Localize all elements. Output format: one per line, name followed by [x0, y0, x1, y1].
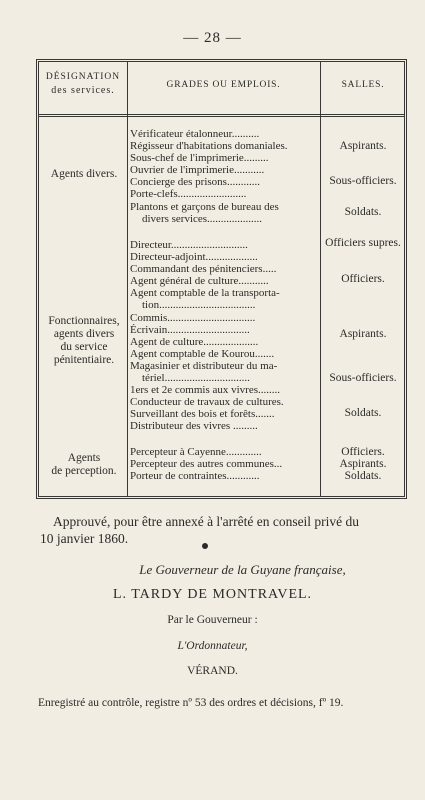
salle-item: Aspirants.: [339, 458, 387, 470]
approval-statement: [40, 513, 413, 547]
group-name-line: agents divers: [53, 328, 115, 340]
grade-item: Percepteur à Cayenne.............: [130, 446, 262, 458]
group-name-line: Fonctionnaires,: [48, 315, 120, 327]
group-name-line: du service: [60, 341, 108, 353]
grade-item: Écrivain..............................: [130, 323, 250, 336]
grade-item: Commis................................: [130, 311, 256, 324]
page-number: — 28 —: [183, 30, 242, 46]
grade-item: Vérificateur étalonneur..........: [130, 128, 260, 140]
column-divider: [127, 62, 128, 496]
bullet-dot: [202, 543, 208, 549]
group-name-line: de perception.: [51, 465, 117, 477]
salle-item: Officiers.: [341, 273, 385, 285]
ordonnateur-title: L'Ordonnateur,: [177, 640, 248, 652]
gouverneur-name: L. TARDY DE MONTRAVEL.: [112, 587, 313, 602]
grade-item: Ouvrier de l'imprimerie...........: [130, 164, 265, 177]
grade-item: Conducteur de travaux de cultures.: [130, 396, 284, 409]
group-name-line: Agents: [67, 452, 101, 464]
gouverneur-title: Le Gouverneur de la Guyane française,: [139, 562, 346, 577]
grade-item: Porte-clefs.........................: [130, 188, 247, 201]
salle-item: Soldats.: [344, 407, 382, 419]
header-designation-line2: des services.: [51, 85, 115, 96]
group-name: [41, 452, 127, 478]
header-designation: [41, 70, 125, 98]
par-le-gouverneur: Par le Gouverneur :: [167, 614, 258, 626]
salle-item: Aspirants.: [339, 328, 387, 340]
grade-item: Porteur de contraintes............: [130, 470, 260, 483]
grade-item: 1ers et 2e commis aux vivres........: [130, 384, 280, 397]
registration-note: Enregistré au contrôle, registre nº 53 des ordres et décisions, fº 19.: [38, 697, 344, 709]
grade-item: Plantons et garçons de bureau des: [130, 200, 279, 213]
grade-item: Commandant des pénitenciers.....: [130, 263, 277, 276]
column-divider: [320, 62, 321, 496]
grades-list: [130, 239, 318, 433]
salle-item: Sous-officiers.: [329, 372, 397, 384]
grade-item: divers services....................: [142, 212, 263, 225]
grade-item: Magasinier et distributeur du ma-: [130, 359, 278, 372]
group-name: [41, 168, 127, 181]
grades-list: [130, 446, 318, 482]
table-header: [39, 62, 404, 117]
ordonnateur-name: VÉRAND.: [187, 665, 238, 677]
grade-item: tion...................................: [142, 299, 256, 312]
salle-item: Soldats.: [344, 470, 382, 482]
group-name-line: Agents divers.: [50, 168, 118, 180]
salle-item: Soldats.: [344, 206, 382, 218]
header-salles: SALLES.: [341, 80, 385, 90]
services-table: [36, 59, 407, 499]
salle-item: Sous-officiers.: [329, 175, 397, 187]
grade-item: Agent comptable de la transporta-: [130, 287, 280, 300]
grade-item: Percepteur des autres communes...: [130, 458, 283, 471]
grade-item: Directeur-adjoint...................: [130, 251, 258, 264]
grade-item: Agent général de culture...........: [130, 275, 269, 288]
header-designation-line1: DÉSIGNATION: [45, 72, 121, 82]
grade-item: Agent de culture....................: [130, 335, 259, 348]
grade-item: Agent comptable de Kourou.......: [130, 347, 275, 360]
header-grades: GRADES OU EMPLOIS.: [166, 80, 281, 90]
approval-date: 10 janvier 1860.: [40, 531, 129, 546]
grade-item: Distributeur des vivres .........: [130, 420, 258, 433]
grade-item: Sous-chef de l'imprimerie.........: [130, 152, 269, 165]
grade-item: Directeur............................: [130, 239, 248, 251]
grade-item: tériel...............................: [142, 372, 250, 385]
group-name: [41, 315, 127, 367]
approval-line: Approuvé, pour être annexé à l'arrêté en conseil privé du: [53, 514, 360, 529]
salle-item: Aspirants.: [339, 140, 387, 152]
grade-item: Concierge des prisons............: [130, 176, 260, 189]
grade-item: Régisseur d'habitations domaniales.: [130, 140, 288, 153]
salle-item: Officiers.: [341, 446, 385, 458]
grade-item: Surveillant des bois et forêts.......: [130, 408, 275, 421]
grades-list: [130, 128, 318, 225]
salle-item: Officiers supres.: [325, 237, 401, 249]
group-name-line: pénitentiaire.: [53, 354, 115, 366]
